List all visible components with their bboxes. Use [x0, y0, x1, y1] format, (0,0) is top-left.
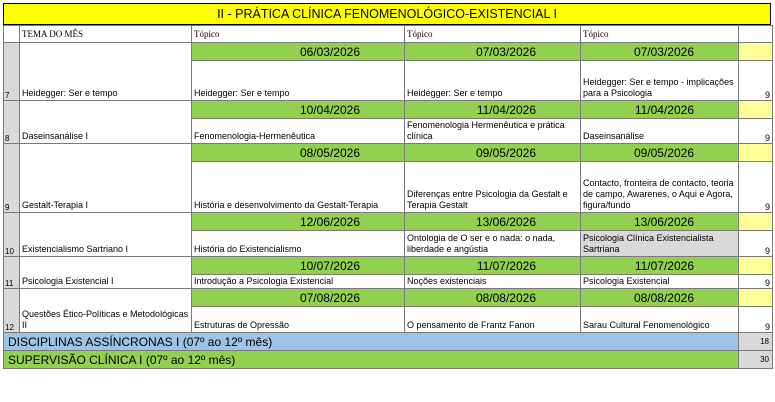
topic-cell[interactable]: Diferenças entre Psicologia da Gestalt e Terapia Gestalt: [405, 162, 581, 213]
date-cell[interactable]: 07/08/2026: [192, 289, 405, 307]
date-cell[interactable]: 11/04/2026: [405, 101, 581, 119]
async-row: [4, 333, 773, 351]
topic-cell[interactable]: Fenomenologia-Hermenêutica: [192, 119, 405, 144]
tema-cell[interactable]: Psicologia Existencial I: [20, 257, 192, 289]
header-topico-3[interactable]: Tópico: [581, 26, 739, 43]
hours-cell[interactable]: 9: [739, 119, 773, 144]
supervision-label[interactable]: SUPERVISÃO CLÍNICA I (07º ao 12º mês): [4, 351, 739, 369]
hours-cell[interactable]: 9: [739, 307, 773, 333]
topic-cell[interactable]: Introdução a Psicologia Existencial: [192, 275, 405, 289]
hours-spacer[interactable]: [739, 144, 773, 162]
date-row: [4, 144, 773, 162]
schedule-table: [3, 25, 773, 369]
topic-cell[interactable]: Ontologia de O ser e o nada: o nada, liberdade e angústia: [405, 231, 581, 257]
supervision-hours[interactable]: 30: [739, 351, 773, 369]
row-number[interactable]: 8: [4, 101, 20, 144]
tema-cell[interactable]: Gestalt-Terapia I: [20, 144, 192, 213]
topic-cell[interactable]: O pensamento de Frantz Fanon: [405, 307, 581, 333]
row-number[interactable]: 10: [4, 213, 20, 257]
topic-cell[interactable]: Psicologia Clínica Existencialista Sartriana: [581, 231, 739, 257]
date-cell[interactable]: 11/07/2026: [405, 257, 581, 275]
row-number[interactable]: 12: [4, 289, 20, 333]
date-cell[interactable]: 13/06/2026: [405, 213, 581, 231]
date-row: [4, 213, 773, 231]
hours-cell[interactable]: 9: [739, 162, 773, 213]
topic-cell[interactable]: Sarau Cultural Fenomenológico: [581, 307, 739, 333]
date-row: [4, 101, 773, 119]
date-cell[interactable]: 09/05/2026: [405, 144, 581, 162]
topic-cell[interactable]: Estruturas de Opressão: [192, 307, 405, 333]
row-number[interactable]: 9: [4, 144, 20, 213]
tema-cell[interactable]: Existencialismo Sartriano I: [20, 213, 192, 257]
tema-cell[interactable]: Questões Ético-Políticas e Metodológicas II: [20, 289, 192, 333]
date-cell[interactable]: 13/06/2026: [581, 213, 739, 231]
date-cell[interactable]: 10/07/2026: [192, 257, 405, 275]
hours-spacer[interactable]: [739, 43, 773, 61]
header-topico-1[interactable]: Tópico: [192, 26, 405, 43]
hours-spacer[interactable]: [739, 289, 773, 307]
date-cell[interactable]: 10/04/2026: [192, 101, 405, 119]
hours-cell[interactable]: 9: [739, 275, 773, 289]
topic-cell[interactable]: Psicologia Existencial: [581, 275, 739, 289]
date-cell[interactable]: 11/04/2026: [581, 101, 739, 119]
hours-spacer[interactable]: [739, 101, 773, 119]
date-row: [4, 289, 773, 307]
header-row: [4, 26, 773, 43]
date-cell[interactable]: 11/07/2026: [581, 257, 739, 275]
hours-cell[interactable]: 9: [739, 61, 773, 101]
topic-cell[interactable]: Daseinsanálise: [581, 119, 739, 144]
supervision-row: [4, 351, 773, 369]
hours-spacer[interactable]: [739, 257, 773, 275]
header-topico-2[interactable]: Tópico: [405, 26, 581, 43]
header-hours[interactable]: [739, 26, 773, 43]
date-cell[interactable]: 09/05/2026: [581, 144, 739, 162]
date-cell[interactable]: 07/03/2026: [581, 43, 739, 61]
tema-cell[interactable]: Daseinsanálise I: [20, 101, 192, 144]
topic-cell[interactable]: História e desenvolvimento da Gestalt-Terapia: [192, 162, 405, 213]
tema-cell[interactable]: Heidegger: Ser e tempo: [20, 43, 192, 101]
hours-cell[interactable]: 9: [739, 231, 773, 257]
date-cell[interactable]: 08/08/2026: [581, 289, 739, 307]
row-number[interactable]: 11: [4, 257, 20, 289]
date-cell[interactable]: 12/06/2026: [192, 213, 405, 231]
row-number[interactable]: [4, 26, 20, 43]
date-row: [4, 257, 773, 275]
topic-cell[interactable]: Noções existenciais: [405, 275, 581, 289]
topic-cell[interactable]: Fenomenologia Hermenêutica e prática clínica: [405, 119, 581, 144]
topic-cell[interactable]: História do Existencialismo: [192, 231, 405, 257]
date-cell[interactable]: 07/03/2026: [405, 43, 581, 61]
topic-cell[interactable]: Heidegger: Ser e tempo: [192, 61, 405, 101]
async-hours[interactable]: 18: [739, 333, 773, 351]
row-number[interactable]: 7: [4, 43, 20, 101]
topic-cell[interactable]: Contacto, fronteira de contacto, teoria de campo, Awarenes, o Aqui e Agora, figura/fundo: [581, 162, 739, 213]
topic-cell[interactable]: Heidegger: Ser e tempo - implicações para a Psicologia: [581, 61, 739, 101]
hours-spacer[interactable]: [739, 213, 773, 231]
sheet-title[interactable]: II - PRÁTICA CLÍNICA FENOMENOLÓGICO-EXISTENCIAL I: [3, 3, 771, 25]
date-cell[interactable]: 08/08/2026: [405, 289, 581, 307]
date-cell[interactable]: 06/03/2026: [192, 43, 405, 61]
async-label[interactable]: DISCIPLINAS ASSÍNCRONAS I (07º ao 12º mês): [4, 333, 739, 351]
date-cell[interactable]: 08/05/2026: [192, 144, 405, 162]
date-row: [4, 43, 773, 61]
header-tema[interactable]: TEMA DO MÊS: [20, 26, 192, 43]
topic-cell[interactable]: Heidegger: Ser e tempo: [405, 61, 581, 101]
